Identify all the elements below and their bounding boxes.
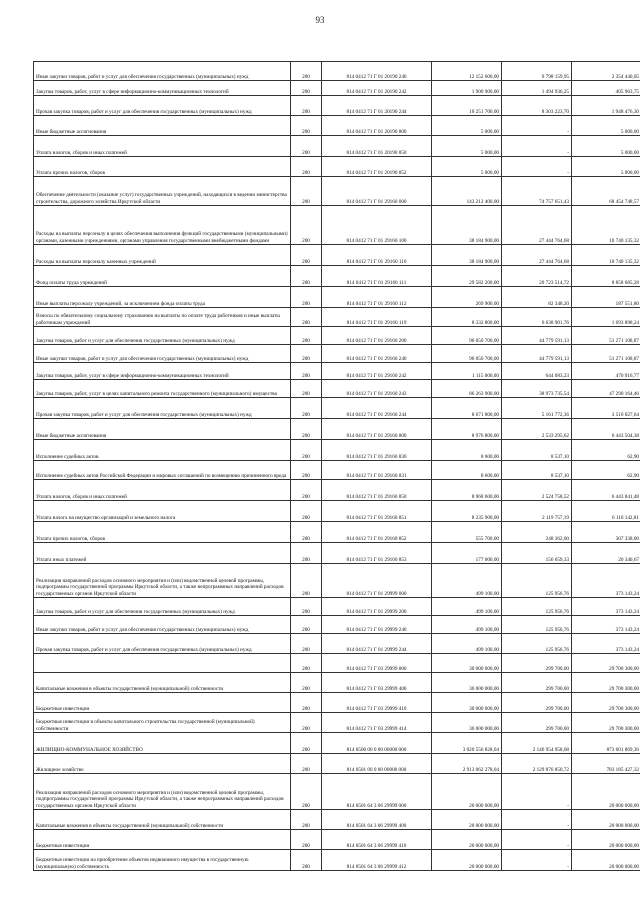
row-code-cell: 200 [291, 81, 322, 96]
row-kbk-cell: 814 0412 71 Г 01 29160 240 [322, 345, 432, 363]
table-row [34, 308, 640, 327]
row-approved-cell: 20 000 000,00 [432, 810, 502, 830]
row-approved-cell: 20 000 000,00 [432, 774, 502, 810]
row-code-cell: 200 [291, 543, 322, 564]
row-remaining-cell: 20 000 000,00 [572, 774, 640, 810]
row-remaining-cell: 6 443 504,38 [572, 419, 640, 440]
table-row [34, 754, 640, 774]
row-executed-cell: 8 537,10 [502, 461, 572, 480]
row-executed-cell: 644 083,23 [502, 363, 572, 380]
row-code-cell: 200 [291, 501, 322, 522]
row-approved-cell: 30 000 000,00 [432, 673, 502, 693]
row-approved-cell: 38 184 900,00 [432, 206, 502, 245]
table-row [34, 543, 640, 564]
row-remaining-cell: 373 143,24 [572, 616, 640, 634]
row-executed-cell: 82 348,20 [502, 287, 572, 308]
row-kbk-cell: 814 0412 71 Г 01 29999 240 [322, 616, 432, 634]
row-approved-cell: 499 100,00 [432, 598, 502, 616]
row-kbk-cell: 814 0412 71 Г 01 29160 244 [322, 398, 432, 419]
row-approved-cell: 29 582 200,00 [432, 266, 502, 287]
row-approved-cell: 5 000,00 [432, 157, 502, 177]
row-code-cell: 200 [291, 308, 322, 327]
row-code-cell: 200 [291, 206, 322, 245]
table-row [34, 598, 640, 616]
row-code-cell: 200 [291, 398, 322, 419]
row-approved-cell: 8 235 900,00 [432, 501, 502, 522]
row-code-cell: 200 [291, 177, 322, 206]
row-remaining-cell: 10 740 135,32 [572, 245, 640, 266]
row-code-cell: 200 [291, 461, 322, 480]
row-executed-cell: 125 956,76 [502, 598, 572, 616]
row-approved-cell: 8 671 800,00 [432, 398, 502, 419]
table-row [34, 419, 640, 440]
row-name-cell: Исполнение судебных актов [34, 440, 291, 461]
row-name-cell: Уплата прочих налогов, сборов [34, 522, 291, 543]
table-row [34, 461, 640, 480]
row-executed-cell: - [502, 810, 572, 830]
row-kbk-cell: 814 0412 71 Г 01 20190 244 [322, 96, 432, 116]
table-row [34, 345, 640, 363]
row-executed-cell: 299 700,00 [502, 654, 572, 673]
row-kbk-cell: 814 0412 71 Г 03 29999 410 [322, 693, 432, 713]
row-executed-cell: - [502, 136, 572, 157]
row-name-cell: Прочая закупка товаров, работ и услуг для обеспечения государственных (муниципальных) нужд [34, 634, 291, 654]
page-number: 93 [315, 15, 325, 25]
row-remaining-cell: 783 185 427,32 [572, 754, 640, 774]
row-kbk-cell: 814 0501 64 3 06 29999 412 [322, 850, 432, 871]
row-kbk-cell: 814 0412 71 Г 01 29160 852 [322, 522, 432, 543]
row-code-cell: 200 [291, 673, 322, 693]
row-remaining-cell: 187 551,80 [572, 287, 640, 308]
row-approved-cell: 8 332 800,00 [432, 308, 502, 327]
row-executed-cell: - [502, 774, 572, 810]
row-approved-cell: 3 020 556 828,04 [432, 733, 502, 754]
table-row [34, 363, 640, 380]
row-approved-cell: 143 212 400,00 [432, 177, 502, 206]
row-approved-cell: 86 263 900,00 [432, 380, 502, 398]
row-executed-cell: 38 973 735,54 [502, 380, 572, 398]
row-approved-cell: 8 600,00 [432, 440, 502, 461]
budget-table-body [34, 62, 640, 871]
row-code-cell: 200 [291, 616, 322, 634]
row-executed-cell: 299 700,00 [502, 693, 572, 713]
row-approved-cell: 8 976 800,00 [432, 419, 502, 440]
row-name-cell: Иные закупки товаров, работ и услуг для обеспечения государственных (муниципальных) нужд [34, 345, 291, 363]
row-code-cell: 200 [291, 480, 322, 501]
row-kbk-cell: 814 0412 71 Г 01 29160 831 [322, 461, 432, 480]
row-name-cell: Уплата прочих налогов, сборов [34, 157, 291, 177]
row-remaining-cell: 20 340,67 [572, 543, 640, 564]
row-name-cell: Иные выплаты персоналу учреждений, за исключением фонда оплаты труда [34, 287, 291, 308]
row-executed-cell: 2 533 295,62 [502, 419, 572, 440]
row-approved-cell: 10 251 700,00 [432, 96, 502, 116]
row-executed-cell: 44 779 591,13 [502, 345, 572, 363]
row-approved-cell: 30 000 000,00 [432, 713, 502, 733]
row-code-cell: 200 [291, 564, 322, 598]
row-remaining-cell: 2 354 440,05 [572, 62, 640, 81]
row-executed-cell: 299 700,00 [502, 713, 572, 733]
row-executed-cell: 5 161 772,36 [502, 398, 572, 419]
row-remaining-cell: 47 290 164,46 [572, 380, 640, 398]
row-name-cell: Расходы на выплаты персоналу в целях обеспечения выполнения функций государственными (муниципальными) органами, казенными учреждениями, органами управления государственными внебюджетными фондами [34, 206, 291, 245]
row-executed-cell: 125 956,76 [502, 564, 572, 598]
row-code-cell: 200 [291, 830, 322, 850]
row-code-cell: 200 [291, 287, 322, 308]
row-code-cell: 200 [291, 136, 322, 157]
table-row [34, 398, 640, 419]
row-executed-cell: 156 659,33 [502, 543, 572, 564]
row-name-cell: ЖИЛИЩНО-КОММУНАЛЬНОЕ ХОЗЯЙСТВО [34, 733, 291, 754]
table-row [34, 850, 640, 871]
table-row [34, 440, 640, 461]
row-approved-cell: 177 000,00 [432, 543, 502, 564]
row-kbk-cell: 814 0412 71 Г 01 20190 850 [322, 136, 432, 157]
row-executed-cell: 27 444 764,68 [502, 206, 572, 245]
row-approved-cell: 96 050 700,00 [432, 345, 502, 363]
row-remaining-cell: 20 000 000,00 [572, 830, 640, 850]
row-name-cell: Обеспечение деятельности (оказание услуг) государственных учреждений, находящихся в ведении министерства строительства, дорожного хозяйства Иркутской области [34, 177, 291, 206]
row-approved-cell: 499 100,00 [432, 616, 502, 634]
row-name-cell: Иные бюджетные ассигнования [34, 419, 291, 440]
row-name-cell: Уплата налогов, сборов и иных платежей [34, 480, 291, 501]
row-executed-cell: - [502, 116, 572, 136]
row-code-cell: 200 [291, 419, 322, 440]
row-remaining-cell: 29 700 300,00 [572, 654, 640, 673]
row-remaining-cell: 29 700 300,00 [572, 693, 640, 713]
row-kbk-cell: 814 0412 71 Г 01 29160 830 [322, 440, 432, 461]
row-approved-cell: 5 000,00 [432, 116, 502, 136]
row-name-cell: Иные закупки товаров, работ и услуг для обеспечения государственных (муниципальных) нужд [34, 62, 291, 81]
table-row [34, 810, 640, 830]
row-executed-cell: 27 444 764,68 [502, 245, 572, 266]
row-approved-cell: 20 000 000,00 [432, 850, 502, 871]
row-name-cell: Бюджетные инвестиции [34, 830, 291, 850]
table-row [34, 327, 640, 345]
table-row [34, 564, 640, 598]
row-remaining-cell: 8 858 685,28 [572, 266, 640, 287]
table-row [34, 616, 640, 634]
row-name-cell: Капитальные вложения в объекты государственной (муниципальной) собственности [34, 673, 291, 693]
row-code-cell: 200 [291, 440, 322, 461]
row-executed-cell: 1 494 936,25 [502, 81, 572, 96]
row-name-cell: Иные закупки товаров, работ и услуг для обеспечения государственных (муниципальных) нужд [34, 616, 291, 634]
row-remaining-cell: 5 000,00 [572, 116, 640, 136]
row-code-cell: 200 [291, 245, 322, 266]
table-row [34, 693, 640, 713]
row-approved-cell: 12 152 600,00 [432, 62, 502, 81]
row-remaining-cell: 6 116 142,81 [572, 501, 640, 522]
row-remaining-cell: 5 000,00 [572, 136, 640, 157]
row-code-cell: 200 [291, 62, 322, 81]
row-kbk-cell: 814 0412 71 Г 01 29999 244 [322, 634, 432, 654]
table-row [34, 266, 640, 287]
row-executed-cell: 8 537,10 [502, 440, 572, 461]
row-approved-cell: 30 000 000,00 [432, 654, 502, 673]
row-kbk-cell: 814 0501 64 3 06 29999 400 [322, 810, 432, 830]
row-remaining-cell: 10 740 135,32 [572, 206, 640, 245]
row-executed-cell: 299 700,00 [502, 673, 572, 693]
row-remaining-cell: 68 454 748,57 [572, 177, 640, 206]
row-executed-cell: 20 723 514,72 [502, 266, 572, 287]
row-remaining-cell: 3 510 027,64 [572, 398, 640, 419]
row-executed-cell: 125 956,76 [502, 634, 572, 654]
row-remaining-cell: 62,90 [572, 461, 640, 480]
row-remaining-cell: 307 338,00 [572, 522, 640, 543]
row-kbk-cell: 814 0412 71 Г 01 29160 119 [322, 308, 432, 327]
row-code-cell: 200 [291, 345, 322, 363]
row-remaining-cell: 373 143,24 [572, 634, 640, 654]
table-row [34, 96, 640, 116]
row-code-cell: 200 [291, 598, 322, 616]
row-code-cell: 200 [291, 96, 322, 116]
row-executed-cell: 2 146 954 958,68 [502, 733, 572, 754]
row-name-cell: Уплата иных платежей [34, 543, 291, 564]
row-kbk-cell: 814 0412 71 Г 01 20190 240 [322, 62, 432, 81]
table-row [34, 480, 640, 501]
row-remaining-cell: 405 963,75 [572, 81, 640, 96]
row-approved-cell: 2 913 062 278,04 [432, 754, 502, 774]
row-remaining-cell: 373 143,24 [572, 598, 640, 616]
row-name-cell: Закупка товаров, работ и услуг для обеспечения государственных (муниципальных) нужд [34, 598, 291, 616]
row-kbk-cell: 814 0412 71 Г 01 29160 111 [322, 266, 432, 287]
row-remaining-cell: 62,90 [572, 440, 640, 461]
row-name-cell: Уплата налога на имущество организаций и земельного налога [34, 501, 291, 522]
row-remaining-cell: 20 000 000,00 [572, 810, 640, 830]
row-code-cell: 200 [291, 693, 322, 713]
row-kbk-cell: 814 0412 71 Г 01 29160 242 [322, 363, 432, 380]
row-name-cell: Взносы по обязательному социальному страхованию на выплаты по оплате труда работников и иные выплаты работникам учреждений [34, 308, 291, 327]
table-row [34, 733, 640, 754]
table-row [34, 116, 640, 136]
row-name-cell: Бюджетные инвестиции на приобретение объектов недвижимого имущества в государственную (муниципальную) собственность [34, 850, 291, 871]
row-kbk-cell: 814 0412 71 Г 01 20190 242 [322, 81, 432, 96]
row-name-cell: Закупка товаров, работ, услуг в сфере информационно-коммуникационных технологий [34, 363, 291, 380]
row-name-cell: Уплата налогов, сборов и иных платежей [34, 136, 291, 157]
row-approved-cell: 30 000 000,00 [432, 693, 502, 713]
row-approved-cell: 20 000 000,00 [432, 830, 502, 850]
row-kbk-cell: 814 0412 71 Г 01 29160 110 [322, 245, 432, 266]
row-kbk-cell: 814 0412 71 Г 01 20190 852 [322, 157, 432, 177]
row-code-cell: 200 [291, 157, 322, 177]
row-name-cell: Закупка товаров, работ, услуг в целях капитального ремонта государственного (муниципального) имущества [34, 380, 291, 398]
row-remaining-cell: 20 000 000,00 [572, 850, 640, 871]
table-row [34, 634, 640, 654]
row-remaining-cell: 373 143,24 [572, 564, 640, 598]
row-remaining-cell: 470 916,77 [572, 363, 640, 380]
table-row [34, 81, 640, 96]
row-approved-cell: 38 184 900,00 [432, 245, 502, 266]
row-executed-cell: 2 524 758,52 [502, 480, 572, 501]
row-executed-cell: 8 303 223,70 [502, 96, 572, 116]
table-row [34, 522, 640, 543]
row-name-cell: Иные бюджетные ассигнования [34, 116, 291, 136]
row-kbk-cell: 814 0412 71 Г 03 29999 414 [322, 713, 432, 733]
row-name-cell: Капитальные вложения в объекты государственной (муниципальной) собственности [34, 810, 291, 830]
table-row [34, 245, 640, 266]
row-approved-cell: 8 600,00 [432, 461, 502, 480]
row-code-cell: 200 [291, 363, 322, 380]
table-row [34, 136, 640, 157]
row-code-cell: 200 [291, 733, 322, 754]
row-kbk-cell: 814 0412 71 Г 01 20190 800 [322, 116, 432, 136]
row-name-cell: Исполнение судебных актов Российской Федерации и мировых соглашений по возмещению причиненного вреда [34, 461, 291, 480]
row-kbk-cell: 814 0412 71 Г 03 29999 000 [322, 654, 432, 673]
row-kbk-cell: 814 0412 71 Г 01 29160 851 [322, 501, 432, 522]
row-executed-cell: 44 779 591,13 [502, 327, 572, 345]
row-kbk-cell: 814 0412 71 Г 01 29160 100 [322, 206, 432, 245]
row-name-cell: Закупка товаров, работ и услуг для обеспечения государственных (муниципальных) нужд [34, 327, 291, 345]
row-kbk-cell: 814 0500 00 0 00 00000 000 [322, 733, 432, 754]
row-name-cell: Расходы на выплаты персоналу казенных учреждений [34, 245, 291, 266]
row-name-cell: Реализация направлений расходов основного мероприятия и (или) ведомственной целевой программы, подпрограммы государственной программы Иркутской области, а также непрограммных направлений расходов государственных органов Иркутской области [34, 564, 291, 598]
row-kbk-cell: 814 0412 71 Г 01 29160 800 [322, 419, 432, 440]
row-code-cell: 200 [291, 654, 322, 673]
row-kbk-cell: 814 0501 64 3 06 29999 410 [322, 830, 432, 850]
table-row [34, 673, 640, 693]
table-row [34, 830, 640, 850]
row-code-cell: 200 [291, 380, 322, 398]
row-code-cell: 200 [291, 850, 322, 871]
row-approved-cell: 269 900,00 [432, 287, 502, 308]
row-remaining-cell: 5 000,00 [572, 157, 640, 177]
table-row [34, 157, 640, 177]
row-code-cell: 200 [291, 754, 322, 774]
row-kbk-cell: 814 0412 71 Г 01 29999 200 [322, 598, 432, 616]
row-approved-cell: 555 700,00 [432, 522, 502, 543]
row-approved-cell: 96 050 700,00 [432, 327, 502, 345]
row-remaining-cell: 29 700 300,00 [572, 713, 640, 733]
row-code-cell: 200 [291, 713, 322, 733]
row-remaining-cell: 1 693 898,24 [572, 308, 640, 327]
row-kbk-cell: 814 0412 71 Г 01 29160 112 [322, 287, 432, 308]
row-approved-cell: 499 100,00 [432, 634, 502, 654]
row-remaining-cell: 6 443 841,48 [572, 480, 640, 501]
budget-table [33, 61, 640, 871]
table-row [34, 177, 640, 206]
row-executed-cell: 248 362,00 [502, 522, 572, 543]
row-approved-cell: 8 968 600,00 [432, 480, 502, 501]
table-row [34, 287, 640, 308]
row-name-cell: Бюджетные инвестиции в объекты капитального строительства государственной (муниципальной) собственности [34, 713, 291, 733]
row-kbk-cell: 814 0412 71 Г 01 29160 200 [322, 327, 432, 345]
row-kbk-cell: 814 0412 71 Г 01 29160 853 [322, 543, 432, 564]
row-kbk-cell: 814 0412 71 Г 03 29999 400 [322, 673, 432, 693]
row-approved-cell: 1 115 000,00 [432, 363, 502, 380]
row-code-cell: 200 [291, 810, 322, 830]
row-executed-cell: 125 956,76 [502, 616, 572, 634]
row-name-cell: Прочая закупка товаров, работ и услуг для обеспечения государственных (муниципальных) нужд [34, 96, 291, 116]
row-kbk-cell: 814 0412 71 Г 01 29160 000 [322, 177, 432, 206]
row-name-cell: Реализация направлений расходов основного мероприятия и (или) ведомственной целевой программы, подпрограммы государственной программы Иркутской области, а также непрограммных направлений расходов государственных органов Иркутской области [34, 774, 291, 810]
row-remaining-cell: 1 948 476,30 [572, 96, 640, 116]
row-executed-cell: - [502, 157, 572, 177]
table-row [34, 774, 640, 810]
table-row [34, 62, 640, 81]
row-approved-cell: 1 900 900,00 [432, 81, 502, 96]
row-executed-cell: 6 638 901,76 [502, 308, 572, 327]
row-kbk-cell: 814 0501 00 0 00 00000 000 [322, 754, 432, 774]
row-code-cell: 200 [291, 327, 322, 345]
row-remaining-cell: 51 271 108,87 [572, 327, 640, 345]
row-name-cell: Жилищное хозяйство [34, 754, 291, 774]
row-name-cell: Закупка товаров, работ, услуг в сфере информационно-коммуникационных технологий [34, 81, 291, 96]
row-code-cell: 200 [291, 266, 322, 287]
row-kbk-cell: 814 0501 64 3 06 29999 000 [322, 774, 432, 810]
row-executed-cell: 74 757 651,43 [502, 177, 572, 206]
table-row [34, 206, 640, 245]
row-code-cell: 200 [291, 634, 322, 654]
row-approved-cell: 499 100,00 [432, 564, 502, 598]
row-name-cell: Бюджетные инвестиции [34, 693, 291, 713]
row-code-cell: 200 [291, 522, 322, 543]
row-code-cell: 200 [291, 116, 322, 136]
row-kbk-cell: 814 0412 71 Г 01 29160 850 [322, 480, 432, 501]
row-name-cell: Фонд оплаты труда учреждений [34, 266, 291, 287]
row-approved-cell: 5 000,00 [432, 136, 502, 157]
row-remaining-cell: 29 700 300,00 [572, 673, 640, 693]
row-remaining-cell: 873 601 869,36 [572, 733, 640, 754]
row-executed-cell: 9 798 159,95 [502, 62, 572, 81]
table-row [34, 654, 640, 673]
table-row [34, 501, 640, 522]
row-executed-cell: 2 129 876 850,72 [502, 754, 572, 774]
row-kbk-cell: 814 0412 71 Г 01 29999 000 [322, 564, 432, 598]
table-row [34, 380, 640, 398]
row-name-cell [34, 654, 291, 673]
row-executed-cell: - [502, 830, 572, 850]
row-executed-cell: - [502, 850, 572, 871]
row-kbk-cell: 814 0412 71 Г 01 29160 243 [322, 380, 432, 398]
row-name-cell: Прочая закупка товаров, работ и услуг для обеспечения государственных (муниципальных) нужд [34, 398, 291, 419]
row-executed-cell: 2 119 757,19 [502, 501, 572, 522]
row-code-cell: 200 [291, 774, 322, 810]
table-row [34, 713, 640, 733]
row-remaining-cell: 51 271 108,87 [572, 345, 640, 363]
